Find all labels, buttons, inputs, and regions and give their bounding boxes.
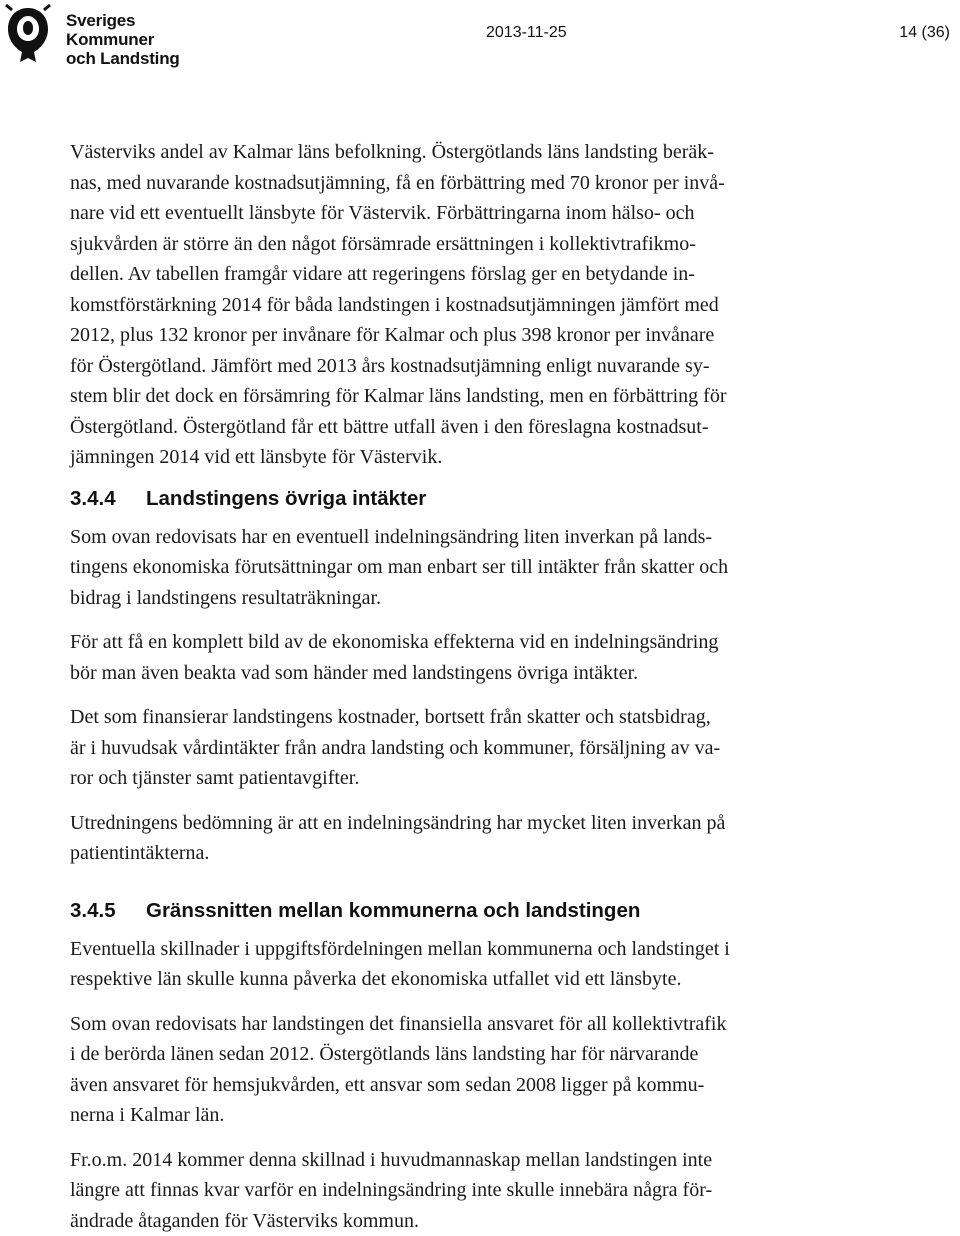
paragraph (70, 934, 910, 995)
section-number: 3.4.5 (70, 897, 146, 925)
text-line: För att få en komplett bild av de ekonomiska effekterna vid en indelningsändring (70, 627, 910, 658)
text-line: Östergötland. Östergötland får ett bättre utfall även i den föreslagna kostnadsut- (70, 412, 910, 443)
paragraph (70, 522, 910, 614)
text-line: för Östergötland. Jämfört med 2013 års kostnadsutjämning enligt nuvarande sy- (70, 351, 910, 382)
paragraph (70, 1145, 910, 1236)
organization-name (66, 11, 180, 68)
page-number: 14 (36) (899, 24, 950, 42)
text-line: bidrag i landstingens resultaträkningar. (70, 583, 910, 614)
section-title: Landstingens övriga intäkter (146, 487, 426, 510)
text-line: patientintäkterna. (70, 838, 910, 869)
skl-logo-icon (2, 4, 54, 66)
section-heading-345 (70, 897, 910, 925)
paragraph (70, 702, 910, 794)
org-line: Sveriges (66, 11, 180, 30)
paragraph (70, 808, 910, 869)
text-line: dellen. Av tabellen framgår vidare att regeringens förslag ger en betydande in- (70, 259, 910, 290)
section-title: Gränssnitten mellan kommunerna och landstingen (146, 899, 640, 922)
text-line: nerna i Kalmar län. (70, 1100, 910, 1131)
text-line: även ansvaret för hemsjukvården, ett ansvar som sedan 2008 ligger på kommu- (70, 1070, 910, 1101)
document-body (70, 137, 910, 1236)
text-line: i de berörda länen sedan 2012. Östergötlands läns landsting har för närvarande (70, 1039, 910, 1070)
paragraph (70, 627, 910, 688)
document-date: 2013-11-25 (486, 24, 567, 42)
text-line: komstförstärkning 2014 för båda landstingen i kostnadsutjämningen jämfört med (70, 290, 910, 321)
text-line: Det som finansierar landstingens kostnader, bortsett från skatter och statsbidrag, (70, 702, 910, 733)
page-header (0, 0, 960, 80)
text-line: jämningen 2014 vid ett länsbyte för Västervik. (70, 442, 910, 473)
text-line: är i huvudsak vårdintäkter från andra landsting och kommuner, försäljning av va- (70, 733, 910, 764)
paragraph (70, 1009, 910, 1131)
text-line: Västerviks andel av Kalmar läns befolkning. Östergötlands läns landsting beräk- (70, 137, 910, 168)
text-line: längre att finnas kvar varför en indelningsändring inte skulle innebära några för- (70, 1175, 910, 1206)
text-line: 2012, plus 132 kronor per invånare för Kalmar och plus 398 kronor per invånare (70, 320, 910, 351)
org-line: och Landsting (66, 49, 180, 68)
text-line: stem blir det dock en försämring för Kalmar läns landsting, men en förbättring för (70, 381, 910, 412)
text-line: sjukvården är större än den något försämrade ersättningen i kollektivtrafikmo- (70, 229, 910, 260)
section-heading-344 (70, 485, 910, 513)
text-line: respektive län skulle kunna påverka det ekonomiska utfallet vid ett länsbyte. (70, 964, 910, 995)
text-line: ror och tjänster samt patientavgifter. (70, 763, 910, 794)
text-line: Fr.o.m. 2014 kommer denna skillnad i huvudmannaskap mellan landstingen inte (70, 1145, 910, 1176)
text-line: ändrade åtaganden för Västerviks kommun. (70, 1206, 910, 1236)
text-line: Utredningens bedömning är att en indelningsändring har mycket liten inverkan på (70, 808, 910, 839)
text-line: Som ovan redovisats har landstingen det finansiella ansvaret för all kollektivtrafik (70, 1009, 910, 1040)
text-line: bör man även beakta vad som händer med landstingens övriga intäkter. (70, 658, 910, 689)
paragraph (70, 137, 910, 473)
section-number: 3.4.4 (70, 485, 146, 513)
org-line: Kommuner (66, 30, 180, 49)
text-line: nas, med nuvarande kostnadsutjämning, få en förbättring med 70 kronor per invå- (70, 168, 910, 199)
text-line: Eventuella skillnader i uppgiftsfördelningen mellan kommunerna och landstinget i (70, 934, 910, 965)
text-line: tingens ekonomiska förutsättningar om man enbart ser till intäkter från skatter och (70, 552, 910, 583)
text-line: Som ovan redovisats har en eventuell indelningsändring liten inverkan på lands- (70, 522, 910, 553)
text-line: nare vid ett eventuellt länsbyte för Västervik. Förbättringarna inom hälso- och (70, 198, 910, 229)
